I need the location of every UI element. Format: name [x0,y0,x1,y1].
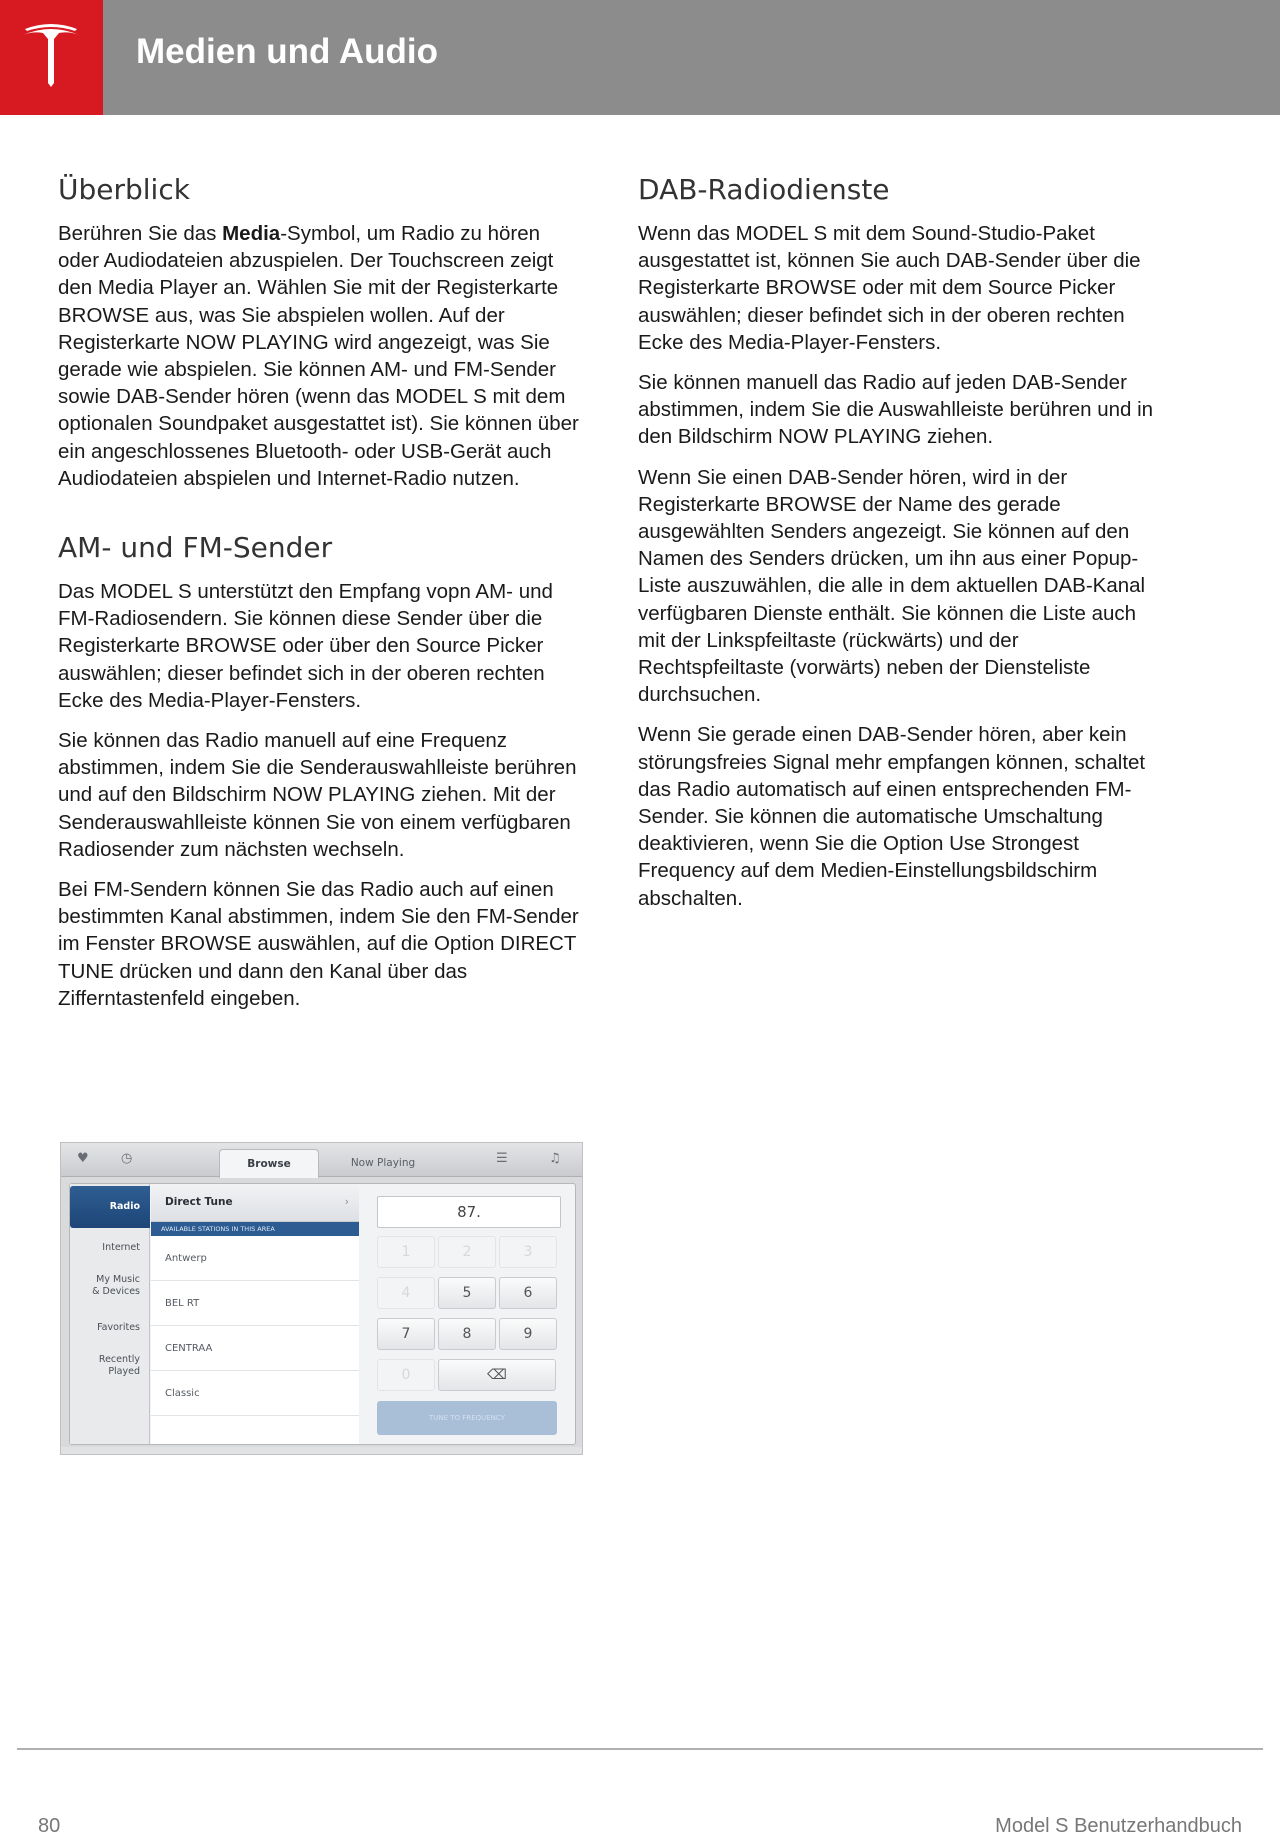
station-row: CENTRAA [151,1326,359,1371]
media-player-bottombar [61,1447,583,1455]
key-9: 9 [499,1318,557,1350]
keypad [367,1184,575,1444]
key-3: 3 [499,1236,557,1268]
document-title: Model S Benutzerhandbuch [995,1815,1242,1836]
browse-panel [69,1183,576,1445]
key-6: 6 [499,1277,557,1309]
station-row: Classic [151,1371,359,1416]
station-row: Antwerp [151,1236,359,1281]
key-2: 2 [438,1236,496,1268]
equalizer-icon: ☰ [496,1151,508,1166]
direct-tune-row: Direct Tune › [151,1184,359,1222]
frequency-display: 87. [377,1196,561,1228]
sidebar-item-my-music: My Music & Devices [92,1274,140,1297]
dab-paragraph-1: Wenn das MODEL S mit dem Sound-Studio-Paket ausgestattet ist, können Sie auch DAB-Sender über die Registerkarte BROWSE oder mit dem Source Picker auswählen; dieser befindet sich in der oberen rechten Ecke des Media-Player-Fensters. [638,222,1141,354]
page-number: 80 [38,1815,61,1836]
media-player-topbar [61,1143,583,1177]
dab-heading: DAB-Radiodienste [638,173,890,206]
key-5: 5 [438,1277,496,1309]
chevron-right-icon: › [344,1196,349,1208]
page-title: Medien und Audio [136,32,438,71]
key-7: 7 [377,1318,435,1350]
sidebar-item-favorites: Favorites [97,1322,140,1333]
tesla-logo-icon [17,21,85,89]
left-column [58,172,586,1025]
key-1: 1 [377,1236,435,1268]
clock-icon: ◷ [121,1151,133,1166]
page-header [0,0,1280,115]
backspace-icon: ⌫ [487,1367,507,1383]
key-8: 8 [438,1318,496,1350]
dab-paragraph-3: Wenn Sie einen DAB-Sender hören, wird in der Registerkarte BROWSE der Name des gerade ausgewählten Senders angezeigt. Sie können auf den Namen des Senders drücken, um ihn aus einer Popup-Liste auszuwählen, die alle in dem aktuellen DAB-Kanal verfügbaren Dienste enthält. Sie können die Liste auch mit der Linkspfeiltaste (rückwärts) und der Rechtspfeiltaste (vorwärts) neben der Diensteliste durchsuchen. [638,465,1146,707]
right-column [638,172,1166,925]
dab-paragraph-2: Sie können manuell das Radio auf jeden DAB-Sender abstimmen, indem Sie die Auswahlleiste berühren und in den Bildschirm NOW PLAYING ziehen. [638,371,1154,449]
backspace-key [438,1359,556,1391]
tab-browse: Browse [219,1149,319,1178]
playlist-icon: ♫ [549,1151,561,1166]
tune-button: TUNE TO FREQUENCY [377,1401,557,1435]
tab-now-playing: Now Playing [350,1157,416,1169]
key-0: 0 [377,1359,435,1391]
footer-divider [17,1748,1263,1750]
amfm-paragraph-2: Sie können das Radio manuell auf eine Frequenz abstimmen, indem Sie die Senderauswahlleiste berühren und auf den Bildschirm NOW PLAYING ziehen. Mit der Senderauswahlleiste können Sie von einem verfügbaren Radiosender zum nächsten wechseln. [58,729,577,861]
amfm-paragraph-1: Das MODEL S unterstützt den Empfang vopn AM- und FM-Radiosendern. Sie können diese Sender über die Registerkarte BROWSE oder über den Source Picker auswählen; dieser befindet sich in der oberen rechten Ecke des Media-Player-Fensters. [58,580,553,712]
overview-paragraph: Berühren Sie das Media-Symbol, um Radio zu hören oder Audiodateien abzuspielen. Der Touchscreen zeigt den Media Player an. Wählen Sie mit der Registerkarte BROWSE aus, was Sie abspielen wollen. Auf der Registerkarte NOW PLAYING wird angezeigt, was Sie gerade wie abspielen. Sie können AM- und FM-Sender sowie DAB-Sender hören (wenn das MODEL S mit dem optionalen Soundpaket ausgestattet ist). Sie können über ein angeschlossenes Bluetooth- oder USB-Gerät auch Audiodateien abspielen und Internet-Radio nutzen. [58,222,579,490]
overview-heading: Überblick [58,173,190,206]
dab-paragraph-4: Wenn Sie gerade einen DAB-Sender hören, aber kein störungsfreies Signal mehr empfangen können, schaltet das Radio automatisch auf einen entsprechenden FM-Sender. Sie können die automatische Umschaltung deaktivieren, wenn Sie die Option Use Strongest Frequency auf dem Medien-Einstellungsbildschirm abschalten. [638,723,1146,910]
sidebar-item-internet: Internet [102,1242,140,1253]
sidebar-item-radio: Radio [70,1186,150,1228]
key-4: 4 [377,1277,435,1309]
source-sidebar [70,1184,150,1444]
heart-icon: ♥ [77,1151,89,1166]
tesla-logo [0,0,103,115]
amfm-paragraph-3: Bei FM-Sendern können Sie das Radio auch auf einen bestimmten Kanal abstimmen, indem Sie den FM-Sender im Fenster BROWSE auswählen, auf die Option DIRECT TUNE drücken und dann den Kanal über das Zifferntastenfeld eingeben. [58,878,579,1010]
media-player-screenshot [60,1142,583,1455]
available-stations-label: AVAILABLE STATIONS IN THIS AREA [151,1222,359,1236]
station-row: BEL RT [151,1281,359,1326]
sidebar-item-recently-played: Recently Played [98,1354,140,1377]
amfm-heading: AM- und FM-Sender [58,531,333,565]
station-list [151,1184,359,1444]
